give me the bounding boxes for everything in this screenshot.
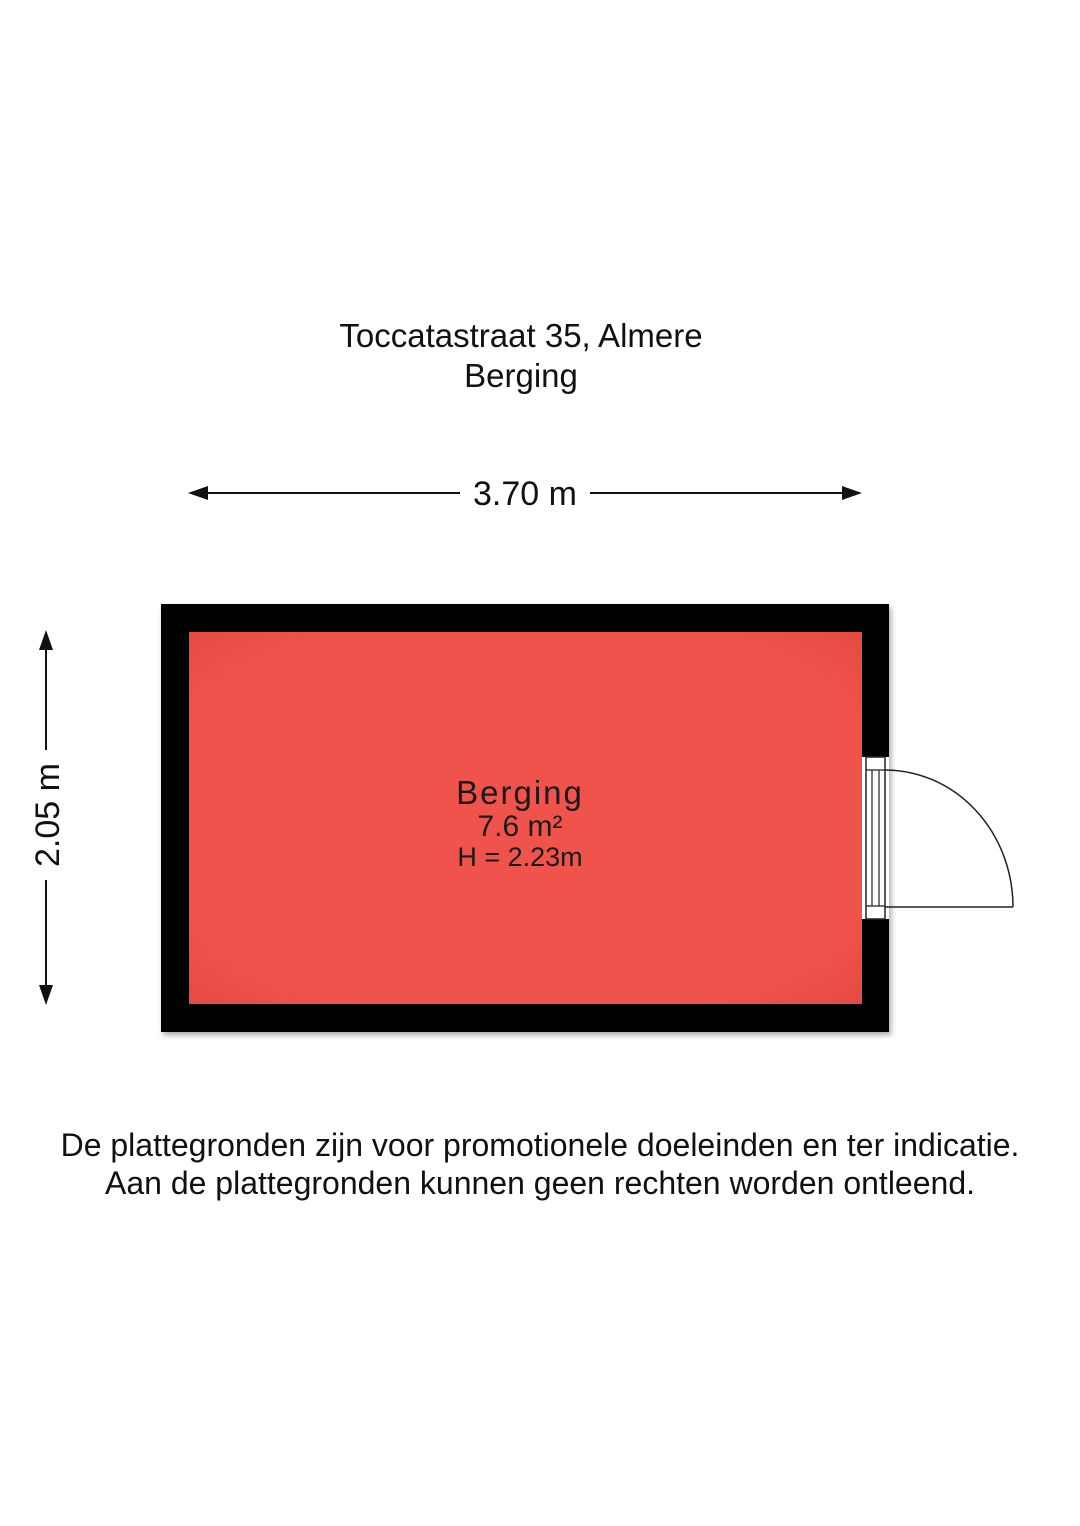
- floor-title: Berging: [464, 357, 578, 394]
- room-area: 7.6 m²: [477, 810, 563, 843]
- room-name: Berging: [456, 774, 584, 811]
- arrow-right-icon: [842, 486, 862, 500]
- arrow-left-icon: [188, 486, 208, 500]
- arrow-down-icon: [39, 985, 53, 1005]
- height-dimension-label: 2.05 m: [28, 750, 68, 880]
- address-title: Toccatastraat 35, Almere: [339, 317, 703, 354]
- disclaimer: [0, 1126, 1080, 1202]
- room-ceiling-height: H = 2.23m: [457, 842, 583, 872]
- disclaimer-line-2: Aan de plattegronden kunnen geen rechten worden ontleend.: [104, 1165, 975, 1201]
- disclaimer-line-1: De plattegronden zijn voor promotionele doeleinden en ter indicatie.: [60, 1127, 1020, 1163]
- arrow-up-icon: [39, 630, 53, 650]
- door: [862, 757, 1013, 919]
- width-dimension-label: 3.70 m: [460, 474, 590, 514]
- door-swing-arc: [885, 770, 1013, 907]
